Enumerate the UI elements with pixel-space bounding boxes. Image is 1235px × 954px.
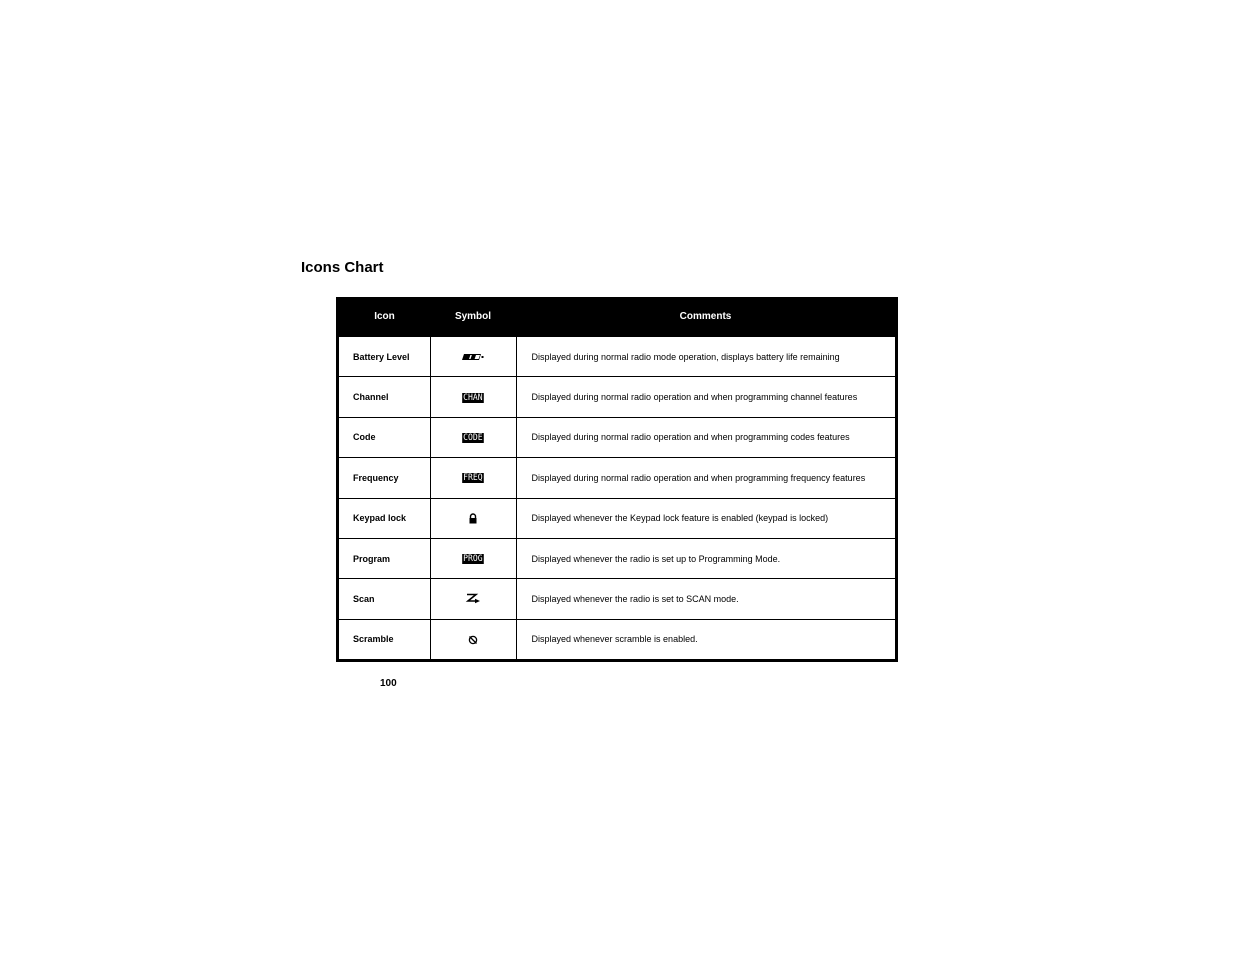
chan-lcd-symbol: CHAN: [463, 392, 483, 403]
row-symbol: [430, 579, 516, 619]
scan-icon: [465, 593, 481, 605]
row-comment: Displayed whenever the radio is set up to Programming Mode.: [516, 538, 895, 578]
scramble-icon: [468, 635, 478, 645]
icons-table: [339, 297, 895, 659]
table-row: [339, 337, 895, 377]
row-symbol: [430, 458, 516, 498]
row-symbol: [430, 498, 516, 538]
row-comment: Displayed whenever scramble is enabled.: [516, 619, 895, 659]
code-lcd-symbol: CODE: [463, 432, 483, 443]
row-comment: Displayed whenever the Keypad lock feature is enabled (keypad is locked): [516, 498, 895, 538]
page-title: Icons Chart: [301, 259, 384, 276]
row-symbol: [430, 337, 516, 377]
row-icon-name: Scramble: [339, 619, 430, 659]
table-row: [339, 377, 895, 417]
row-icon-name: Frequency: [339, 458, 430, 498]
row-symbol: [430, 417, 516, 457]
row-comment: Displayed during normal radio operation and when programming codes features: [516, 417, 895, 457]
lock-icon: [468, 513, 478, 524]
table-header-row: [339, 297, 895, 337]
row-icon-name: Keypad lock: [339, 498, 430, 538]
icons-chart-table: [336, 297, 898, 662]
table-row: [339, 458, 895, 498]
row-icon-name: Scan: [339, 579, 430, 619]
table-row: [339, 538, 895, 578]
row-icon-name: Program: [339, 538, 430, 578]
row-icon-name: Battery Level: [339, 337, 430, 377]
row-symbol: [430, 619, 516, 659]
prog-lcd-symbol: PROG: [463, 554, 483, 565]
row-icon-name: Code: [339, 417, 430, 457]
row-comment: Displayed during normal radio operation and when programming channel features: [516, 377, 895, 417]
row-icon-name: Channel: [339, 377, 430, 417]
row-comment: Displayed whenever the radio is set to SCAN mode.: [516, 579, 895, 619]
page-number: 100: [380, 678, 397, 689]
table-row: [339, 579, 895, 619]
battery-icon: [461, 353, 485, 361]
table-row: [339, 619, 895, 659]
row-symbol: [430, 538, 516, 578]
table-row: [339, 498, 895, 538]
freq-lcd-symbol: FREQ: [463, 473, 483, 484]
table-row: [339, 417, 895, 457]
header-symbol: Symbol: [430, 297, 516, 337]
header-comments: Comments: [516, 297, 895, 337]
row-comment: Displayed during normal radio operation and when programming frequency features: [516, 458, 895, 498]
header-icon: Icon: [339, 297, 430, 337]
row-comment: Displayed during normal radio mode operation, displays battery life remaining: [516, 337, 895, 377]
row-symbol: [430, 377, 516, 417]
